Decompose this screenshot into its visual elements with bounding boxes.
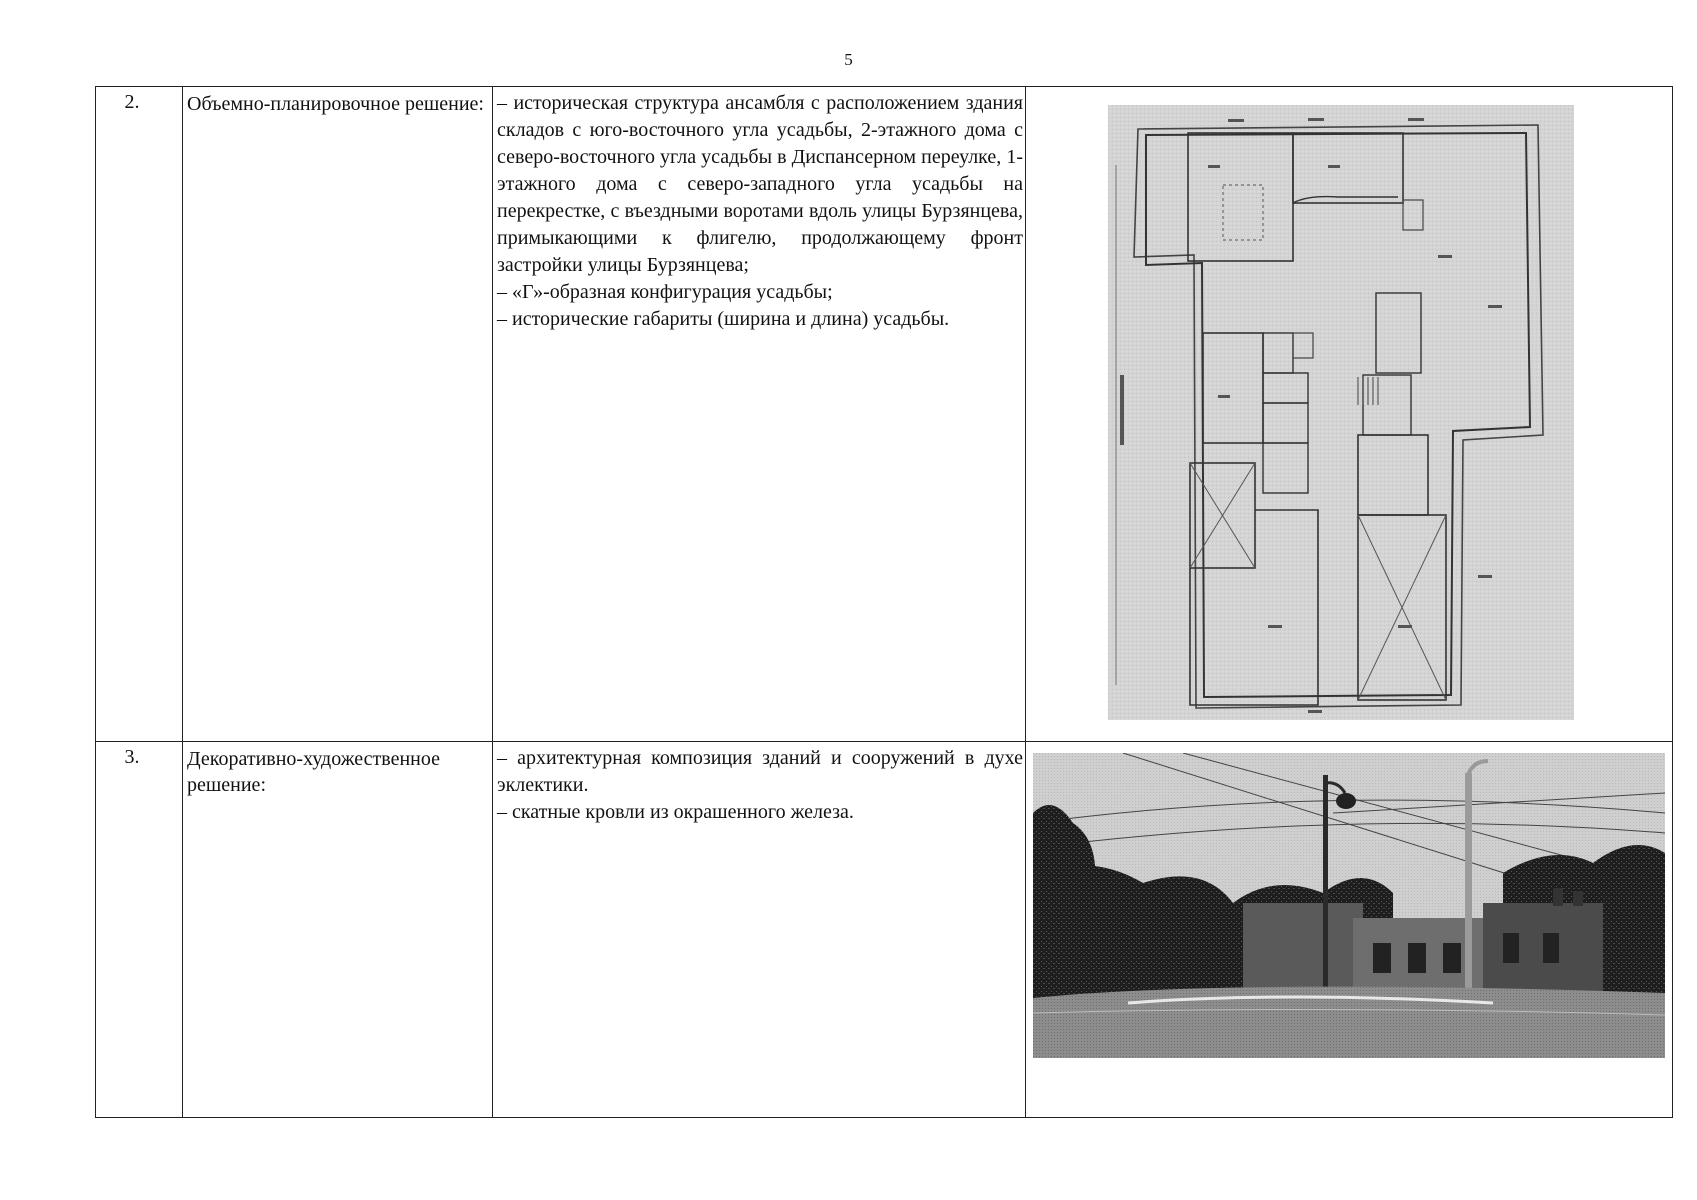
row-number: 3. xyxy=(124,746,140,768)
row-description xyxy=(493,742,1025,826)
description-item: – «Г»-образная конфигурация усадьбы; xyxy=(497,281,833,303)
floor-plan-image xyxy=(1108,105,1574,720)
table-row xyxy=(95,86,1673,741)
table-row xyxy=(95,741,1673,1118)
row-title: Декоративно-художественное решение: xyxy=(187,748,441,796)
row-number: 2. xyxy=(124,91,140,113)
page-number: 5 xyxy=(844,50,853,69)
description-item: – исторические габариты (ширина и длина) усадьбы. xyxy=(497,308,950,330)
row-title: Объемно-планировочное решение: xyxy=(187,93,484,115)
street-photo-image xyxy=(1033,753,1665,1058)
description-item: – архитектурная композиция зданий и сооружений в духе эклектики. xyxy=(497,747,1023,796)
description-item: – скатные кровли из окрашенного железа. xyxy=(497,801,854,823)
attributes-table xyxy=(95,86,1673,1118)
row-description xyxy=(493,87,1025,333)
description-item: – историческая структура ансамбля с расположением здания складов с юго-восточного угла усадьбы, 2-этажного дома с северо-восточного угла усадьбы в Диспансерном переулке, 1-этажного дома с северо-западного угла усадьбы на перекрестке, с въездными воротами вдоль улицы Бурзянцева, примыкающими к флигелю, продолжающему фронт застройки улицы Бурзянцева; xyxy=(497,92,1023,276)
